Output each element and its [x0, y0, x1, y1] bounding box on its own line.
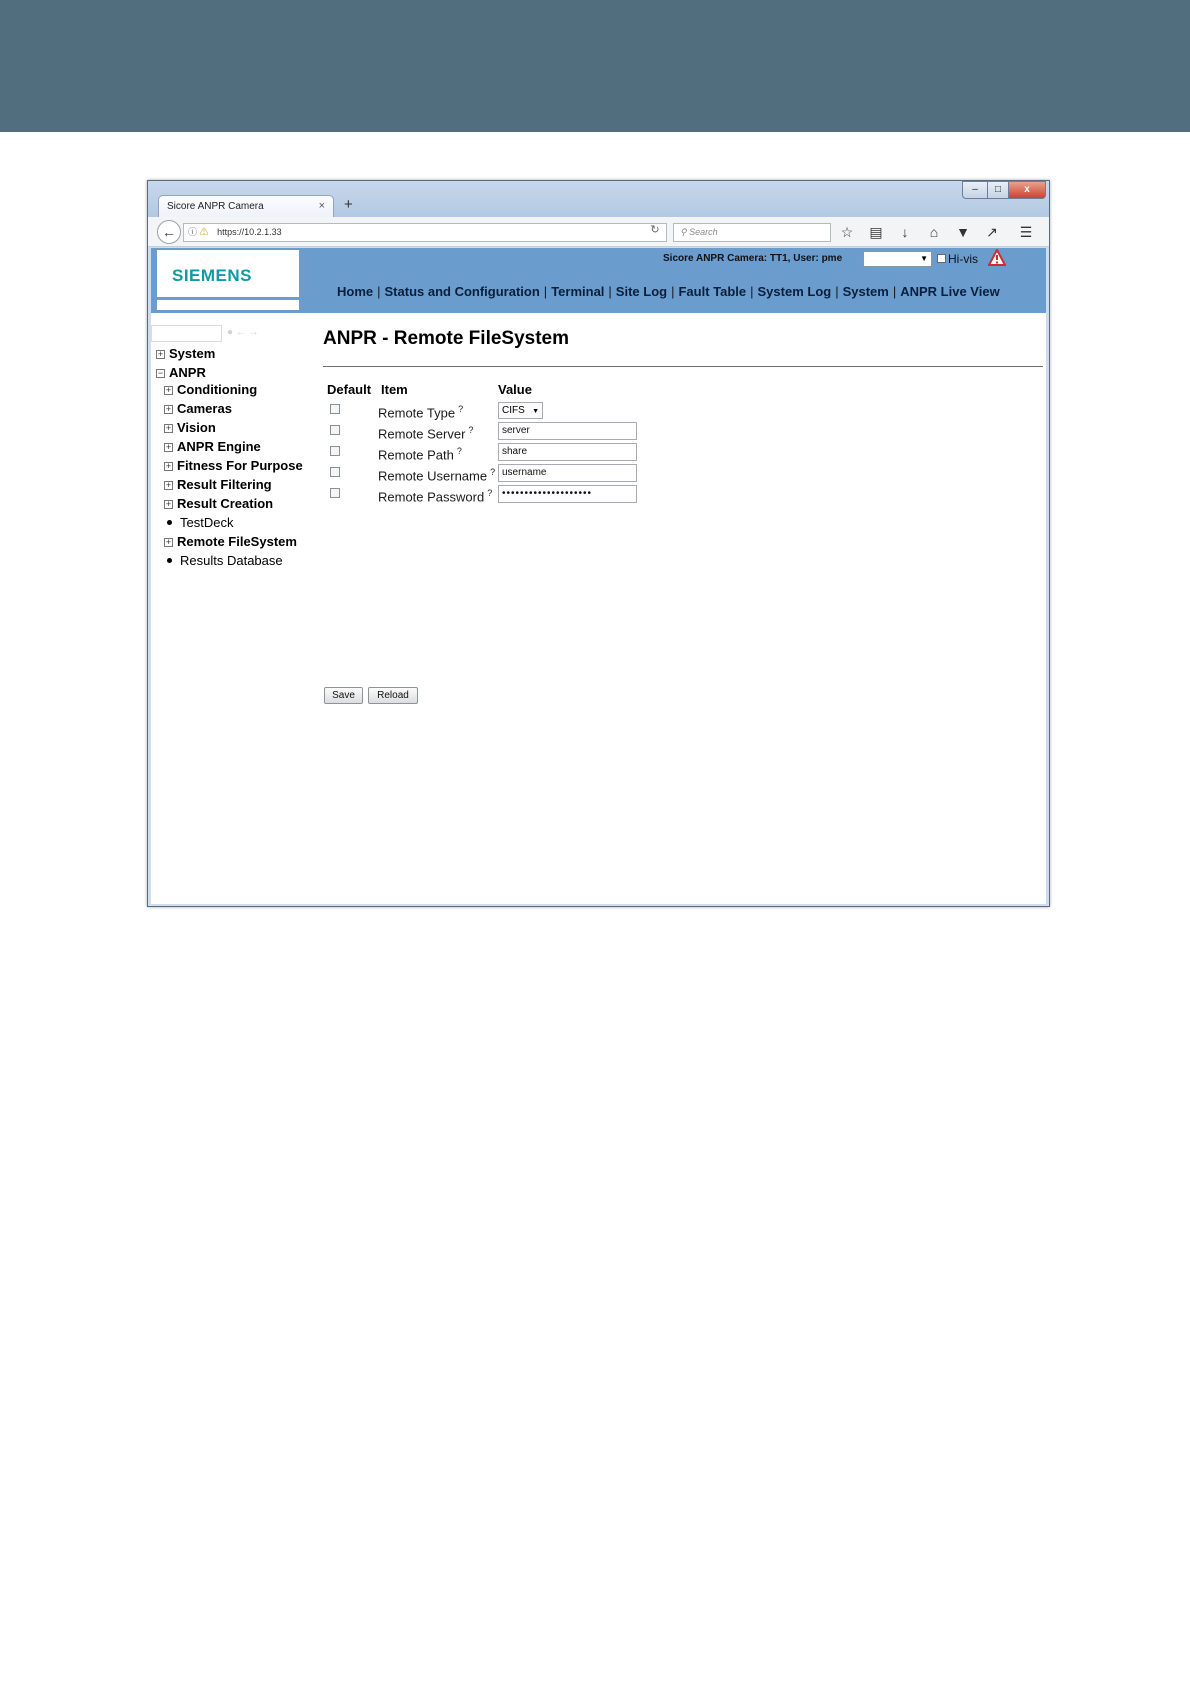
setting-label: Remote Path ? [378, 446, 462, 463]
nav-system-log[interactable]: System Log [757, 284, 832, 299]
logo-box [157, 250, 299, 310]
hivis-label: Hi-vis [948, 252, 978, 266]
expand-icon[interactable]: + [165, 423, 172, 433]
chevron-down-icon: ▼ [532, 408, 539, 415]
sidebar-search-input[interactable] [151, 325, 222, 342]
sidebar-item-label: Results Database [180, 553, 283, 568]
nav-system[interactable]: System [842, 284, 889, 299]
default-checkbox[interactable] [330, 425, 340, 435]
help-icon[interactable]: ? [490, 467, 496, 477]
setting-label: Remote Password ? [378, 488, 493, 505]
new-tab-icon[interactable]: + [344, 196, 353, 213]
reload-icon[interactable]: ↻ [650, 224, 660, 236]
nav-status-and-configuration[interactable]: Status and Configuration [384, 284, 540, 299]
sidebar-item-label: ANPR Engine [177, 439, 261, 454]
save-button[interactable]: Save [324, 687, 363, 704]
back-arrow-icon[interactable]: ← [157, 220, 181, 244]
maximize-button[interactable]: □ [987, 181, 1009, 199]
share-icon[interactable]: ↗ [986, 224, 998, 240]
sidebar-item-vision[interactable] [164, 420, 216, 435]
default-checkbox[interactable] [330, 488, 340, 498]
default-checkbox[interactable] [330, 467, 340, 477]
browser-tab[interactable] [158, 195, 334, 217]
session-info: Sicore ANPR Camera: TT1, User: pme [663, 253, 843, 264]
url-text: https://10.2.1.33 [217, 227, 282, 237]
search-icon: ⚲ [680, 227, 687, 237]
user-select[interactable] [863, 251, 932, 267]
setting-label: Remote Username ? [378, 467, 496, 484]
browser-title-bar [148, 181, 1049, 217]
sidebar-item-label: System [169, 346, 216, 361]
page-viewport [151, 248, 1046, 904]
expand-icon[interactable]: + [165, 385, 172, 395]
expand-icon[interactable]: + [165, 499, 172, 509]
warning-icon[interactable] [988, 249, 1006, 267]
star-icon[interactable]: ☆ [840, 224, 854, 240]
nav-separator: | [892, 284, 897, 299]
warning-lock-icon[interactable]: ⚠ [199, 227, 209, 237]
expand-icon[interactable]: + [165, 442, 172, 452]
logo-underline [157, 297, 299, 300]
setting-row-remote-username [323, 464, 653, 484]
sidebar-item-label: Result Filtering [177, 477, 272, 492]
nav-fault-table[interactable]: Fault Table [678, 284, 747, 299]
expand-icon[interactable]: + [165, 537, 172, 547]
setting-row-remote-password [323, 485, 653, 505]
sidebar-item-results-database[interactable] [164, 553, 283, 568]
url-bar[interactable] [183, 223, 667, 242]
sidebar-item-label: Cameras [177, 401, 232, 416]
browser-window [147, 180, 1050, 907]
collapse-icon[interactable]: − [157, 368, 164, 378]
default-checkbox[interactable] [330, 404, 340, 414]
chevron-down-icon: ▼ [920, 254, 928, 263]
search-input[interactable] [673, 223, 831, 242]
nav-home[interactable]: Home [337, 284, 374, 299]
sidebar-item-system[interactable] [156, 346, 215, 361]
pocket-icon[interactable]: ▼ [956, 224, 970, 240]
sidebar-item-label: Vision [177, 420, 216, 435]
page-title: ANPR - Remote FileSystem [323, 328, 570, 349]
hivis-checkbox[interactable] [937, 254, 946, 263]
setting-label: Remote Server ? [378, 425, 474, 442]
sidebar-item-fitness-for-purpose[interactable] [164, 458, 303, 473]
info-icon[interactable]: ⓘ [188, 227, 198, 237]
remote-server-input[interactable]: server [498, 422, 637, 440]
bullet-icon [167, 558, 172, 563]
setting-row-remote-path [323, 443, 653, 463]
top-navigation [337, 284, 1000, 299]
menu-icon[interactable]: ☰ [1019, 224, 1033, 240]
help-icon[interactable]: ? [487, 488, 493, 498]
column-header-value: Value [498, 382, 532, 397]
siemens-logo: SIEMENS [172, 266, 253, 285]
nav-separator: | [377, 284, 381, 299]
document-header-band [0, 0, 1190, 132]
column-header-default: Default [327, 382, 372, 397]
sidebar-item-cameras[interactable] [164, 401, 232, 416]
nav-separator: | [671, 284, 675, 299]
expand-icon[interactable]: + [157, 349, 164, 359]
setting-row-remote-type [323, 401, 653, 421]
help-icon[interactable]: ? [456, 446, 462, 456]
sidebar-item-anpr[interactable] [156, 365, 206, 380]
sidebar-item-label: TestDeck [180, 515, 234, 530]
sidebar-item-label: ANPR [169, 365, 206, 380]
nav-anpr-live-view[interactable]: ANPR Live View [900, 284, 1000, 299]
nav-site-log[interactable]: Site Log [615, 284, 668, 299]
home-icon[interactable]: ⌂ [929, 224, 939, 240]
close-window-button[interactable]: x [1008, 181, 1046, 199]
sidebar-item-result-creation[interactable] [164, 496, 273, 511]
sidebar-item-label: Remote FileSystem [177, 534, 297, 549]
download-icon[interactable]: ↓ [901, 224, 909, 240]
help-icon[interactable]: ? [468, 425, 474, 435]
sidebar-item-label: Result Creation [177, 496, 274, 511]
sidebar-item-label: Conditioning [177, 382, 258, 397]
clipboard-icon[interactable]: ▤ [869, 224, 883, 240]
default-checkbox[interactable] [330, 446, 340, 456]
sidebar-item-result-filtering[interactable] [164, 477, 272, 492]
help-icon[interactable]: ? [458, 404, 464, 414]
remote-type-value: CIFS [502, 405, 525, 416]
remote-type-select[interactable] [498, 402, 543, 419]
nav-separator: | [750, 284, 754, 299]
sidebar-item-conditioning[interactable] [164, 382, 257, 397]
hivis-toggle[interactable] [937, 252, 978, 266]
column-header-item: Item [381, 382, 408, 397]
sidebar-nav-controls: ● ← → [227, 327, 259, 338]
setting-row-remote-server [323, 422, 653, 442]
tab-title: Sicore ANPR Camera [167, 201, 264, 212]
browser-toolbar [148, 217, 1049, 247]
remote-username-input[interactable]: username [498, 464, 637, 482]
minimize-button[interactable]: – [962, 181, 988, 199]
remote-password-input[interactable]: •••••••••••••••••••• [498, 485, 637, 503]
nav-separator: | [608, 284, 612, 299]
search-placeholder: Search [689, 227, 718, 237]
sidebar-item-testdeck[interactable] [164, 515, 233, 530]
tab-close-icon[interactable]: × [318, 200, 325, 212]
app-header [151, 248, 1046, 313]
expand-icon[interactable]: + [165, 404, 172, 414]
nav-separator: | [543, 284, 548, 299]
sidebar-item-remote-filesystem[interactable] [164, 534, 297, 549]
sidebar-item-anpr-engine[interactable] [164, 439, 261, 454]
expand-icon[interactable]: + [165, 461, 172, 471]
sidebar-item-label: Fitness For Purpose [177, 458, 303, 473]
remote-path-input[interactable]: share [498, 443, 637, 461]
nav-terminal[interactable]: Terminal [551, 284, 605, 299]
reload-button[interactable]: Reload [368, 687, 418, 704]
nav-separator: | [835, 284, 839, 299]
expand-icon[interactable]: + [165, 480, 172, 490]
bullet-icon [167, 520, 172, 525]
setting-label: Remote Type ? [378, 404, 464, 421]
title-divider [323, 366, 1043, 367]
